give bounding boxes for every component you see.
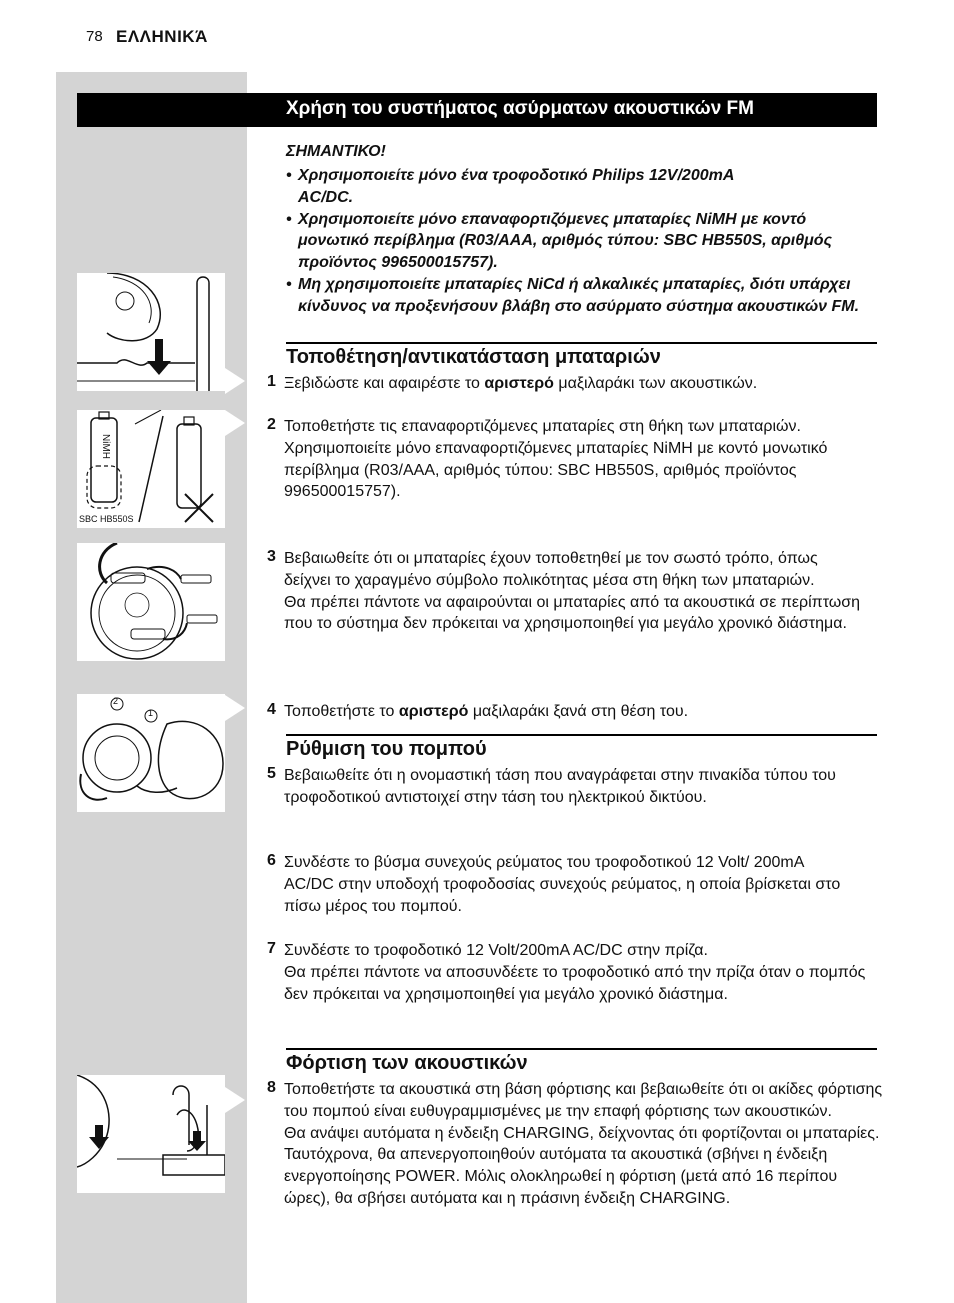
step-number: 2 [267, 416, 276, 433]
battery-model-label: SBC HB550S [79, 514, 134, 524]
step-number: 1 [267, 373, 276, 390]
section-heading-batteries: Τοποθέτηση/αντικατάσταση μπαταριών [286, 346, 661, 368]
step-number: 5 [267, 765, 276, 782]
step-number: 8 [267, 1079, 276, 1096]
important-item: • Χρησιμοποιείτε μόνο ένα τροφοδοτικό Philips 12V/200mA AC/DC. [286, 167, 734, 206]
illustration-charging [77, 1075, 225, 1193]
illustration-reattach-cushion [77, 694, 225, 812]
important-heading: ΣΗΜΑΝΤΙΚΟ! [286, 143, 386, 160]
illustration-unscrew-cushion [77, 273, 225, 391]
marker-2: 2 [113, 696, 119, 706]
section-rule [286, 734, 877, 736]
page-language: ΕΛΛΗΝΙΚΆ [116, 27, 208, 46]
step-number: 4 [267, 701, 276, 718]
step-7-text: Συνδέστε το τροφοδοτικό 12 Volt/200mA AC/DC στην πρίζα. Θα πρέπει πάντοτε να αποσυνδέετε το τροφοδοτικό από την πρίζα όταν ο πομπός δεν πρόκειται να χρησιμοποιηθεί για μεγάλο χρονικό διάστημα. [284, 942, 866, 1003]
step-8-text: Τοποθετήστε τα ακουστικά στη βάση φόρτισης και βεβαιωθείτε ότι οι ακίδες φόρτισης του πομπού είναι ευθυγραμμισμένες με την επαφή φόρτισης των ακουστικών. Θα ανάψει αυτόματα η ένδειξη CHARGING, δείχνοντας ότι φορτίζονται οι μπαταρίες. Ταυτόχρονα, θα απενεργοποιηθούν αυτόματα τα ακουστικά (σβήνει η ένδειξη ενεργοποίησης POWER. Μόλις ολοκληρωθεί η φόρτιση (μετά από 16 περίπου ώρες), θα σβήσει αυτόματα και η πράσινη ένδειξη CHARGING. [284, 1081, 883, 1207]
callout-pointer [225, 695, 245, 721]
callout-pointer [225, 410, 245, 436]
section-heading-transmitter: Ρύθμιση του πομπού [286, 738, 487, 760]
step-3-text: Βεβαιωθείτε ότι οι μπαταρίες έχουν τοποθετηθεί με τον σωστό τρόπο, όπως δείχνει το χαραγμένο σύμβολο πολικότητας μέσα στη θήκη των μπαταριών. Θα πρέπει πάντοτε να αφαιρούνται οι μπαταρίες από τα ακουστικά σε περίπτωση που το σύστημα δεν πρόκειται να χρησιμοποιηθεί για μεγάλο χρονικό διάστημα. [284, 550, 861, 633]
step-number: 7 [267, 940, 276, 957]
illustration-batteries [77, 410, 225, 528]
illustration-battery-compartment [77, 543, 225, 661]
callout-pointer [225, 1087, 245, 1113]
battery-type-label: NiMH [100, 434, 111, 459]
step-1-text: Ξεβιδώστε και αφαιρέστε το αριστερό μαξιλαράκι των ακουστικών. [284, 375, 758, 392]
section-heading-charging: Φόρτιση των ακουστικών [286, 1052, 528, 1074]
section-rule [286, 342, 877, 344]
important-item: • Μη χρησιμοποιείτε μπαταρίες NiCd ή αλκαλικές μπαταρίες, διότι υπάρχει κίνδυνος να προξενήσουν βλάβη στο ασύρματο σύστημα ακουστικών FM. [286, 275, 860, 315]
page-number: 78 [86, 28, 103, 45]
important-item: • Χρησιμοποιείτε μόνο επαναφορτιζόμενες μπαταρίες NiMH με κοντό μονωτικό περίβλημα (R03/AAA, αριθμός τύπου: SBC HB550S, αριθμός προϊόντος 996500015757). [286, 210, 833, 272]
step-5-text: Βεβαιωθείτε ότι η ονομαστική τάση που αναγράφεται στην πινακίδα τύπου του τροφοδοτικού αντιστοιχεί στην τάση του ηλεκτρικού δικτύου. [284, 767, 836, 806]
step-2-text: Τοποθετήστε τις επαναφορτιζόμενες μπαταρίες στη θήκη των μπαταριών. Χρησιμοποιείτε μόνο επαναφορτιζόμενες μπαταρίες NiMH με κοντό μονωτικό περίβλημα (R03/AAA, αριθμός τύπου: SBC HB550S, αριθμός προϊόντος 996500015757). [284, 418, 828, 501]
step-number: 6 [267, 852, 276, 869]
section-rule [286, 1048, 877, 1050]
important-list [286, 165, 882, 318]
marker-1: 1 [148, 708, 154, 718]
page-title: Χρήση του συστήματος ασύρματων ακουστικών FM [286, 98, 754, 119]
step-number: 3 [267, 548, 276, 565]
step-4-text: Τοποθετήστε το αριστερό μαξιλαράκι ξανά στη θέση του. [284, 703, 689, 720]
step-6-text: Συνδέστε το βύσμα συνεχούς ρεύματος του τροφοδοτικού 12 Volt/ 200mA AC/DC στην υποδοχή τροφοδοσίας συνεχούς ρεύματος, η οποία βρίσκεται στο πίσω μέρος του πομπού. [284, 854, 841, 915]
callout-pointer [225, 368, 245, 394]
